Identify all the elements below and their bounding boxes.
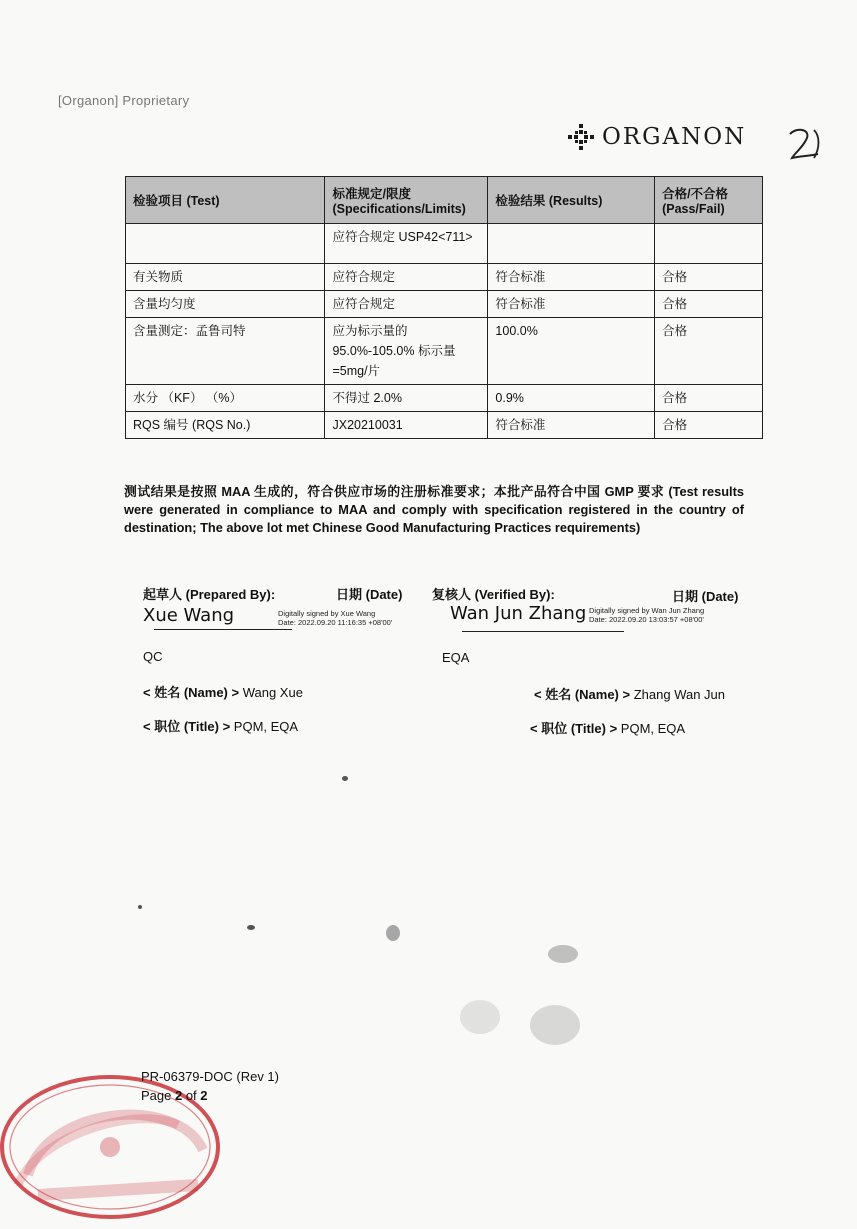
cell-test: 含量均匀度 <box>126 291 325 318</box>
table-row <box>126 264 763 291</box>
page-number <box>141 1086 279 1105</box>
cell-test <box>126 224 325 264</box>
prepared-signature: Xue Wang <box>143 605 235 626</box>
verified-sig-signed-by: Digitally signed by Wan Jun Zhang <box>589 606 705 615</box>
cell-test: RQS 编号 (RQS No.) <box>126 412 325 439</box>
cell-test: 有关物质 <box>126 264 325 291</box>
table-row <box>126 412 763 439</box>
cell-spec: 应符合规定 <box>325 264 488 291</box>
organon-wordmark: ORGANON <box>602 124 747 150</box>
page-total: 2 <box>200 1088 208 1103</box>
verified-sig-date: Date: 2022.09.20 13:03:57 +08'00' <box>589 615 704 624</box>
cell-result: 符合标准 <box>488 264 655 291</box>
prepared-department: QC <box>143 649 163 664</box>
organon-mark-icon <box>566 122 596 152</box>
cell-test: 水分 （KF） （%） <box>126 385 325 412</box>
prepared-name-value: Wang Xue <box>242 685 303 700</box>
scan-speck <box>460 1000 500 1034</box>
scan-speck <box>138 905 142 909</box>
header-results: 检验结果 (Results) <box>488 177 655 224</box>
prepared-title-label: < 职位 (Title) > <box>143 719 231 734</box>
verified-signature-line <box>462 631 624 632</box>
page-prefix: Page <box>141 1088 175 1103</box>
cell-result: 0.9% <box>488 385 655 412</box>
cell-spec: 应为标示量的 95.0%-105.0% 标示量=5mg/片 <box>325 318 488 385</box>
verified-signature-meta <box>589 606 704 624</box>
prepared-signature-meta <box>278 609 392 627</box>
header-specifications: 标准规定/限度 (Specifications/Limits) <box>325 177 488 224</box>
cell-spec: JX20210031 <box>325 412 488 439</box>
table-row <box>126 291 763 318</box>
cell-pass: 合格 <box>655 318 763 385</box>
cell-spec: 应符合规定 <box>325 291 488 318</box>
prepared-title-value: PQM, EQA <box>233 719 299 734</box>
cell-spec: 应符合规定 USP42<711> <box>325 224 488 264</box>
verified-title-label: < 职位 (Title) > <box>530 721 618 736</box>
prepared-title-row <box>143 716 298 735</box>
prepared-by-label: 起草人 (Prepared By): <box>143 587 276 602</box>
header-test: 检验项目 (Test) <box>126 177 325 224</box>
prepared-sig-date: Date: 2022.09.20 11:16:35 +08'00' <box>278 618 393 627</box>
cell-result: 符合标准 <box>488 412 655 439</box>
verified-department: EQA <box>442 650 470 665</box>
cell-pass: 合格 <box>655 412 763 439</box>
document-id: PR-06379-DOC (Rev 1) <box>141 1069 279 1084</box>
table-row <box>126 385 763 412</box>
verified-name-value: Zhang Wan Jun <box>633 687 726 702</box>
verified-signature: Wan Jun Zhang <box>450 603 587 624</box>
verified-title-value: PQM, EQA <box>620 721 686 736</box>
scan-speck <box>386 925 400 941</box>
cell-test: 含量测定：孟鲁司特 <box>126 318 325 385</box>
organon-logo <box>566 122 746 152</box>
verified-by-label: 复核人 (Verified By): <box>432 587 555 602</box>
prepared-sig-signed-by: Digitally signed by Xue Wang <box>278 609 376 618</box>
verified-date-label: 日期 (Date) <box>672 589 739 604</box>
scan-speck <box>247 925 255 930</box>
cell-result <box>488 224 655 264</box>
cell-pass <box>655 224 763 264</box>
prepared-date-label: 日期 (Date) <box>336 587 403 602</box>
table-row <box>126 318 763 385</box>
page-of: of <box>182 1088 201 1103</box>
verified-name-label: < 姓名 (Name) > <box>534 687 631 702</box>
header-pass-fail: 合格/不合格 (Pass/Fail) <box>655 177 763 224</box>
handwritten-page-number <box>784 124 824 168</box>
cell-spec: 不得过 2.0% <box>325 385 488 412</box>
cell-result: 100.0% <box>488 318 655 385</box>
proprietary-label: [Organon] Proprietary <box>58 93 190 108</box>
scan-speck <box>342 776 348 781</box>
cell-pass: 合格 <box>655 385 763 412</box>
verified-name-row <box>534 684 725 703</box>
scan-speck <box>548 945 578 963</box>
cell-result: 符合标准 <box>488 291 655 318</box>
page-current: 2 <box>174 1088 183 1103</box>
scan-speck <box>530 1005 580 1045</box>
table-header-row <box>126 177 763 224</box>
prepared-name-row <box>143 682 303 701</box>
prepared-name-label: < 姓名 (Name) > <box>143 685 240 700</box>
table-row <box>126 224 763 264</box>
cell-pass: 合格 <box>655 291 763 318</box>
document-footer <box>141 1067 279 1105</box>
prepared-signature-line <box>154 629 292 630</box>
cell-pass: 合格 <box>655 264 763 291</box>
test-results-table <box>125 176 763 439</box>
verified-title-row <box>530 718 685 737</box>
compliance-statement: 测试结果是按照 MAA 生成的，符合供应市场的注册标准要求；本批产品符合中国 GMP 要求 (Test results were generated in compliance to MAA and comply with specification registered in the country of destination; The above lot met Chinese Good Manufacturing Practices requirements) <box>124 484 744 535</box>
